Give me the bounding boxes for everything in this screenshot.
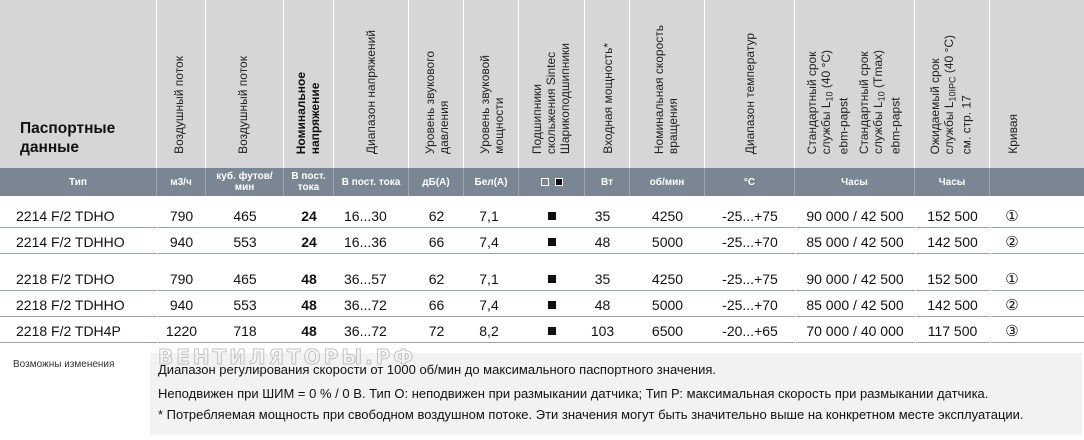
cell-flow1: 940	[169, 296, 194, 313]
watermark-logo: ВЕНТИЛЯТОРЫ.РФ	[158, 345, 417, 369]
cell-vrange: 36...72	[344, 296, 387, 313]
unit-flow-m3h: м3/ч	[157, 168, 206, 196]
header-curve: Кривая	[1006, 114, 1020, 154]
cell-flow2: 465	[233, 207, 257, 224]
header-cell-sound-pressure	[409, 0, 464, 168]
cell-voltage: 24	[301, 233, 317, 250]
header-life-standard-tmax: Стандартный срок службы $L_{10}$ (Tmax) ebm-papst	[857, 49, 903, 154]
cell-life-exp: 142 500	[927, 296, 978, 313]
table-row	[0, 229, 1084, 254]
cell-type: 2214 F/2 TDHHO	[16, 233, 125, 250]
cell-flow2: 553	[233, 233, 257, 250]
cell-type: 2218 F/2 TDH4P	[16, 322, 121, 339]
cell-noise-p: 62	[428, 270, 445, 287]
cell-vrange: 16...36	[344, 233, 387, 250]
unit-voltage-range: В пост. тока	[334, 168, 409, 196]
cell-life-std: 90 000 / 42 500	[806, 207, 904, 224]
header-voltage: Номинальное напряжение	[294, 71, 322, 154]
header-cell-speed	[630, 0, 705, 168]
unit-flow-cfm: куб. футов/ мин	[206, 168, 284, 196]
cell-vrange: 36...72	[344, 322, 387, 339]
header-cell-life-expected	[915, 0, 990, 168]
unit-bearings	[519, 168, 585, 196]
cell-life-std: 85 000 / 42 500	[806, 296, 904, 313]
cell-voltage: 24	[301, 207, 317, 224]
ball-bearing-icon	[519, 292, 585, 317]
curve-number: ③	[1005, 322, 1019, 340]
cell-life-std: 90 000 / 42 500	[806, 270, 904, 287]
header-cell-flow-cfm	[206, 0, 284, 168]
notes-label: Возможны изменения	[13, 359, 115, 370]
cell-life-exp: 142 500	[927, 233, 978, 250]
table-row	[0, 266, 1084, 291]
cell-life-std: 70 000 / 40 000	[806, 322, 904, 339]
header-power: Входная мощность*	[601, 43, 615, 154]
cell-flow1: 790	[169, 207, 194, 224]
unit-life-standard: Часы	[795, 168, 915, 196]
cell-noise-p: 66	[428, 296, 445, 313]
header-cell-power	[585, 0, 630, 168]
header-flow-cfm: Воздушный поток	[236, 56, 250, 154]
note-power: * Потребляемая мощность при свободном воздушном потоке. Эти значения могут быть значительно выше на конкретном месте эксплуатации.	[158, 407, 1024, 422]
cell-flow2: 718	[233, 322, 257, 339]
cell-type: 2214 F/2 TDHO	[16, 207, 115, 224]
header-flow-m3h: Воздушный поток	[172, 56, 186, 154]
cell-life-exp: 117 500	[927, 322, 978, 339]
cell-life-exp: 152 500	[927, 270, 978, 287]
cell-noise-p: 62	[428, 207, 445, 224]
cell-speed: 5000	[651, 296, 684, 313]
cell-noise-w: 7,4	[479, 233, 499, 250]
header-sound-pressure: Уровень звукового давления	[423, 51, 451, 154]
cell-noise-p: 72	[428, 322, 445, 339]
units-row	[0, 168, 1084, 196]
cell-life-std: 85 000 / 42 500	[806, 233, 904, 250]
unit-sound-power: Бел(A)	[464, 168, 519, 196]
cell-voltage: 48	[301, 270, 317, 287]
cell-noise-w: 7,4	[479, 296, 499, 313]
ball-bearing-icon	[519, 318, 585, 343]
header-cell-flow-m3h	[157, 0, 206, 168]
ball-bearing-icon	[519, 266, 585, 291]
unit-sound-pressure: дБ(A)	[409, 168, 464, 196]
cell-temp: -25...+70	[722, 296, 778, 313]
ball-bearing-icon	[519, 229, 585, 254]
curve-number: ②	[1005, 296, 1019, 314]
header-life-expected: Ожидаемый срок службы $L_{10IPC}$ (40 °C) см. стр. 17	[928, 34, 974, 154]
header-cell-life-standard	[795, 0, 915, 168]
unit-power: Вт	[585, 168, 630, 196]
curve-number: ①	[1005, 270, 1019, 288]
table-row	[0, 318, 1084, 343]
header-speed: Номинальная скорость вращения	[652, 24, 680, 154]
cell-temp: -20...+65	[722, 322, 778, 339]
header-cell-bearings	[519, 0, 585, 168]
cell-speed: 5000	[651, 233, 684, 250]
unit-temperature: °C	[705, 168, 795, 196]
cell-temp: -25...+70	[722, 233, 778, 250]
header-cell-curve	[990, 0, 1084, 168]
cell-noise-w: 7,1	[479, 270, 499, 287]
cell-speed: 6500	[651, 322, 684, 339]
cell-power: 35	[594, 207, 611, 224]
unit-voltage: В пост. тока	[284, 168, 334, 196]
header-cell-voltage	[284, 0, 334, 168]
table-row	[0, 292, 1084, 317]
cell-noise-w: 8,2	[479, 322, 499, 339]
cell-noise-w: 7,1	[479, 207, 499, 224]
cell-power: 48	[594, 233, 611, 250]
header-cell-voltage-range	[334, 0, 409, 168]
sleeve-bearing-icon	[541, 178, 549, 186]
cell-flow1: 1220	[165, 322, 198, 339]
header-cell-type	[0, 0, 157, 168]
header-sound-power: Уровень звуковой мощности	[478, 55, 506, 154]
cell-power: 48	[594, 296, 611, 313]
cell-type: 2218 F/2 TDHHO	[16, 296, 125, 313]
cell-flow1: 940	[169, 233, 194, 250]
cell-temp: -25...+75	[722, 207, 778, 224]
cell-vrange: 36...57	[344, 270, 387, 287]
table-header	[0, 0, 1084, 168]
cell-power: 103	[590, 322, 615, 339]
note-pwm: Неподвижен при ШИМ = 0 % / 0 В. Тип О: неподвижен при размыкании датчика; Тип Р: максимальная скорость при размыкании датчика.	[158, 386, 989, 401]
ball-bearing-icon	[519, 203, 585, 228]
header-temperature: Диапазон температур	[743, 32, 757, 154]
cell-flow2: 553	[233, 296, 257, 313]
cell-flow1: 790	[169, 270, 194, 287]
cell-flow2: 465	[233, 270, 257, 287]
table-title: Паспортные данные	[20, 120, 116, 156]
cell-life-exp: 152 500	[927, 207, 978, 224]
header-cell-temperature	[705, 0, 795, 168]
cell-noise-p: 66	[428, 233, 445, 250]
header-voltage-range: Диапазон напряжений	[364, 29, 378, 154]
curve-number: ①	[1005, 207, 1019, 225]
unit-curve	[990, 168, 1084, 196]
cell-voltage: 48	[301, 322, 317, 339]
unit-speed: об/мин	[630, 168, 705, 196]
unit-life-expected: Часы	[915, 168, 990, 196]
header-cell-sound-power	[464, 0, 519, 168]
unit-type: Тип	[0, 168, 157, 196]
cell-voltage: 48	[301, 296, 317, 313]
header-bearings: Подшипники скольжения Sintec Шарикоподшипники	[530, 42, 572, 154]
cell-vrange: 16...30	[344, 207, 387, 224]
ball-bearing-icon	[555, 178, 563, 186]
cell-temp: -25...+75	[722, 270, 778, 287]
table-row	[0, 203, 1084, 228]
header-life-standard-40c: Стандартный срок службы $L_{10}$ (40 °C) ebm-papst	[805, 49, 851, 154]
cell-speed: 4250	[651, 207, 684, 224]
cell-power: 35	[594, 270, 611, 287]
note-speed-range: Диапазон регулирования скорости от 1000 об/мин до максимального паспортного значения.	[158, 362, 716, 377]
cell-speed: 4250	[651, 270, 684, 287]
cell-type: 2218 F/2 TDHO	[16, 270, 115, 287]
curve-number: ②	[1005, 233, 1019, 251]
